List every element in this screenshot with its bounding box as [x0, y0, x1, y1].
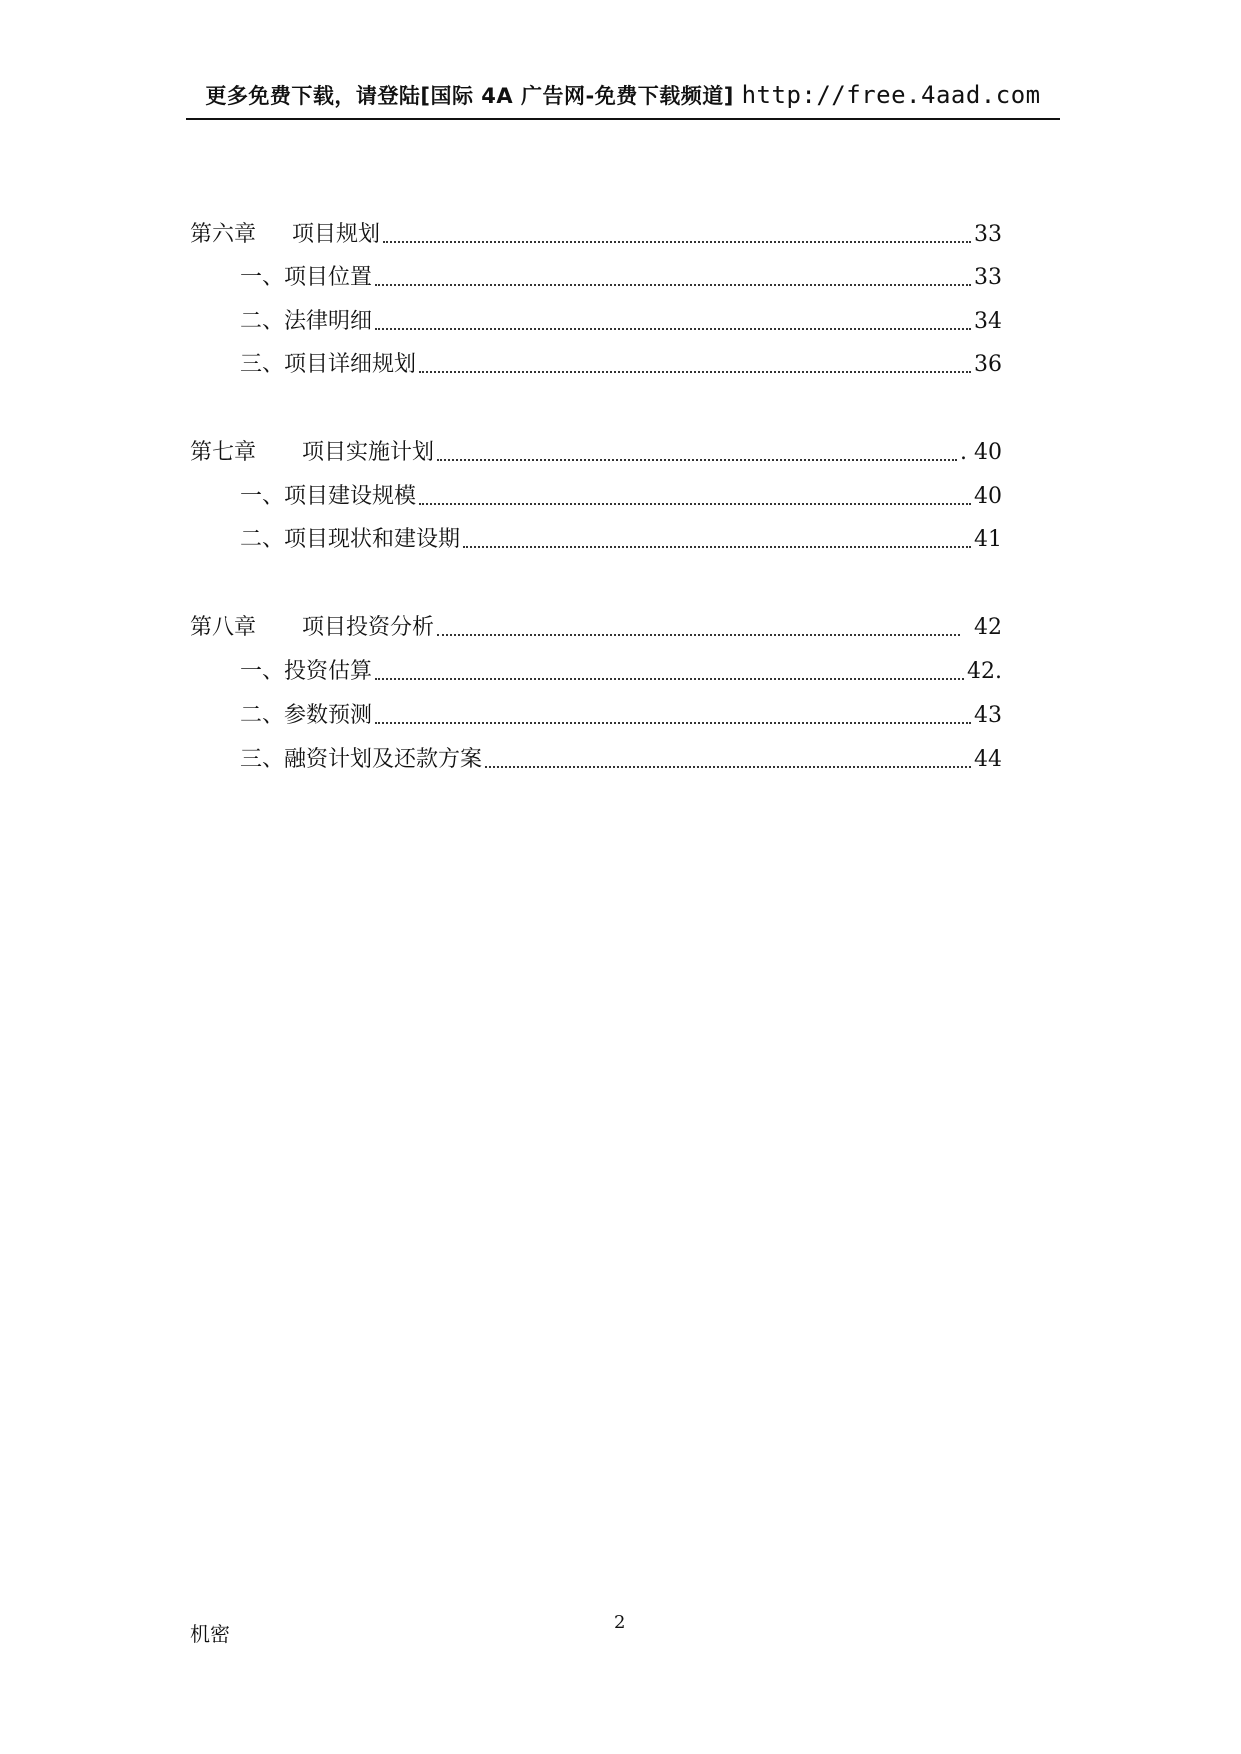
toc-page-number: 44: [974, 747, 1002, 772]
dot-leader: [375, 722, 971, 724]
toc-entry[interactable]: [240, 350, 1002, 380]
page-number: 2: [614, 1612, 626, 1633]
dot-leader: [463, 546, 971, 548]
dot-leader: [375, 678, 964, 680]
dot-leader: [419, 503, 971, 505]
toc-entry[interactable]: [240, 701, 1002, 731]
toc-entry-chapter-8[interactable]: [190, 613, 1002, 643]
dot-leader: [485, 766, 971, 768]
confidential-label: 机密: [190, 1622, 230, 1646]
header-url-link[interactable]: http://free.4aad.com: [741, 81, 1041, 109]
toc-entry-title: 一、项目位置: [240, 265, 373, 290]
toc-page-number: 42.: [967, 659, 1002, 684]
chapter-number: 第七章: [190, 440, 257, 465]
dot-leader: [375, 328, 971, 330]
toc-entry-chapter-7[interactable]: [190, 438, 1002, 468]
toc-page-number: 33: [974, 222, 1002, 247]
toc-entry-title: 项目实施计划: [302, 440, 435, 465]
toc-page-number: 42: [974, 615, 1002, 640]
toc-entry-title: 二、项目现状和建设期: [240, 527, 461, 552]
chapter-number: 第八章: [190, 615, 257, 640]
dot-leader: [437, 459, 957, 461]
dot-leader: [419, 371, 971, 373]
toc-entry-title: 项目投资分析: [302, 615, 435, 640]
toc-page-number: 43: [974, 703, 1002, 728]
toc-entry-title: 项目规划: [292, 222, 381, 247]
toc-entry[interactable]: [240, 263, 1002, 293]
toc-entry-title: 二、参数预测: [240, 703, 373, 728]
toc-entry[interactable]: [240, 657, 1002, 687]
chapter-number: 第六章: [190, 222, 257, 247]
toc-page-number: 36: [974, 352, 1002, 377]
toc-entry[interactable]: [240, 307, 1002, 337]
toc-page-number: 41: [974, 527, 1002, 552]
toc-page-number: 40: [974, 484, 1002, 509]
toc-entry-title: 二、法律明细: [240, 309, 373, 334]
toc-entry-chapter-6[interactable]: [190, 220, 1002, 250]
toc-page-number: 34: [974, 309, 1002, 334]
toc-entry-title: 三、项目详细规划: [240, 352, 417, 377]
dot-leader: [437, 634, 960, 636]
page-header: [186, 81, 1060, 120]
toc-entry-title: 一、投资估算: [240, 659, 373, 684]
toc-entry[interactable]: [240, 745, 1002, 775]
header-text: [205, 81, 1041, 109]
toc-page-number: . 40: [960, 440, 1002, 465]
toc-page-number: 33: [974, 265, 1002, 290]
dot-leader: [383, 241, 971, 243]
dot-leader: [375, 284, 971, 286]
header-caption: 更多免费下载，请登陆[国际 4A 广告网-免费下载频道]: [205, 84, 734, 108]
toc-entry[interactable]: [240, 525, 1002, 555]
toc-entry[interactable]: [240, 482, 1002, 512]
toc-entry-title: 三、融资计划及还款方案: [240, 747, 483, 772]
toc-entry-title: 一、项目建设规模: [240, 484, 417, 509]
